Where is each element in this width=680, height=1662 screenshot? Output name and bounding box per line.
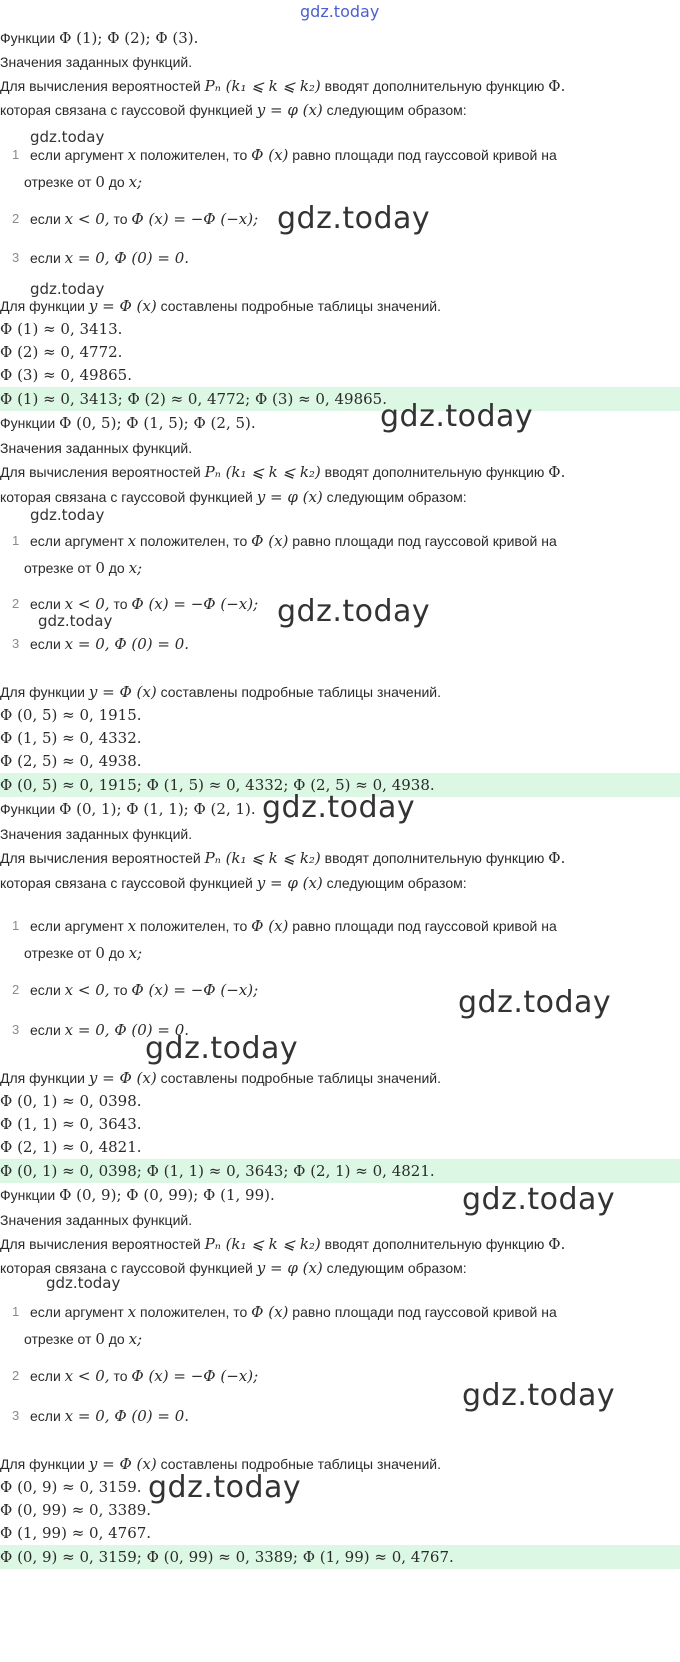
rule-1-line-1: если аргумент x положителен, то Φ (x) равно площади под гауссовой кривой на [30, 146, 557, 164]
rule-1-line-2: отрезке от 0 до x; [24, 1330, 143, 1348]
watermark-text: gdz.today [30, 280, 105, 298]
value-line: Φ (2, 1) ≈ 0, 4821. [0, 1138, 142, 1156]
top-watermark-link[interactable]: gdz.today [300, 2, 380, 21]
intro-line-1: Для вычисления вероятностей Pₙ (k₁ ⩽ k ⩽ k₂) вводят дополнительную функцию Φ. [0, 463, 566, 481]
watermark-text: gdz.today [262, 790, 416, 825]
watermark-text: gdz.today [145, 1031, 299, 1066]
watermark-text: gdz.today [380, 399, 534, 434]
answer-line: Φ (0, 1) ≈ 0, 0398; Φ (1, 1) ≈ 0, 3643; Φ (2, 1) ≈ 0, 4821. [0, 1162, 435, 1180]
value-line: Φ (0, 1) ≈ 0, 0398. [0, 1092, 142, 1110]
watermark-text: gdz.today [277, 201, 431, 236]
tables-line: Для функции y = Φ (x) составлены подробные таблицы значений. [0, 1455, 441, 1473]
value-line: Φ (1, 1) ≈ 0, 3643. [0, 1115, 142, 1133]
rule-2: если x < 0, то Φ (x) = −Φ (−x); [30, 1367, 259, 1385]
value-line: Φ (1, 99) ≈ 0, 4767. [0, 1524, 152, 1542]
list-number: 1 [12, 918, 20, 933]
tables-line: Для функции y = Φ (x) составлены подробные таблицы значений. [0, 683, 441, 701]
tables-line: Для функции y = Φ (x) составлены подробные таблицы значений. [0, 1069, 441, 1087]
section-header: Функции Φ (0, 9); Φ (0, 99); Φ (1, 99). [0, 1186, 275, 1204]
section-header: Функции Φ (0, 1); Φ (1, 1); Φ (2, 1). [0, 800, 256, 818]
values-label: Значения заданных функций. [0, 54, 193, 70]
intro-line-2: которая связана с гауссовой функцией y = φ (x) следующим образом: [0, 1259, 467, 1277]
intro-line-2: которая связана с гауссовой функцией y = φ (x) следующим образом: [0, 874, 467, 892]
watermark-text: gdz.today [462, 1378, 616, 1413]
rule-1-line-2: отрезке от 0 до x; [24, 559, 143, 577]
rule-3: если x = 0, Φ (0) = 0. [30, 1021, 190, 1039]
value-line: Φ (0, 5) ≈ 0, 1915. [0, 706, 142, 724]
rule-3: если x = 0, Φ (0) = 0. [30, 249, 190, 267]
list-number: 3 [12, 1408, 20, 1423]
value-line: Φ (1, 5) ≈ 0, 4332. [0, 729, 142, 747]
watermark-text: gdz.today [46, 1274, 121, 1292]
answer-line: Φ (0, 5) ≈ 0, 1915; Φ (1, 5) ≈ 0, 4332; Φ (2, 5) ≈ 0, 4938. [0, 776, 435, 794]
rule-3: если x = 0, Φ (0) = 0. [30, 635, 190, 653]
section-header: Функции Φ (1); Φ (2); Φ (3). [0, 29, 199, 47]
value-line: Φ (0, 9) ≈ 0, 3159. [0, 1478, 142, 1496]
value-line: Φ (3) ≈ 0, 49865. [0, 366, 132, 384]
rule-1-line-1: если аргумент x положителен, то Φ (x) равно площади под гауссовой кривой на [30, 1303, 557, 1321]
watermark-text: gdz.today [30, 506, 105, 524]
tables-line: Для функции y = Φ (x) составлены подробные таблицы значений. [0, 297, 441, 315]
answer-line: Φ (1) ≈ 0, 3413; Φ (2) ≈ 0, 4772; Φ (3) ≈ 0, 49865. [0, 390, 387, 408]
watermark-text: gdz.today [38, 612, 113, 630]
watermark-text: gdz.today [148, 1470, 302, 1505]
watermark-text: gdz.today [458, 985, 612, 1020]
value-line: Φ (2, 5) ≈ 0, 4938. [0, 752, 142, 770]
watermark-text: gdz.today [277, 594, 431, 629]
list-number: 2 [12, 596, 20, 611]
watermark-text: gdz.today [462, 1182, 616, 1217]
rule-2: если x < 0, то Φ (x) = −Φ (−x); [30, 981, 259, 999]
values-label: Значения заданных функций. [0, 440, 193, 456]
value-line: Φ (1) ≈ 0, 3413. [0, 320, 123, 338]
intro-line-1: Для вычисления вероятностей Pₙ (k₁ ⩽ k ⩽ k₂) вводят дополнительную функцию Φ. [0, 1235, 566, 1253]
list-number: 2 [12, 982, 20, 997]
rule-1-line-1: если аргумент x положителен, то Φ (x) равно площади под гауссовой кривой на [30, 532, 557, 550]
watermark-text: gdz.today [30, 128, 105, 146]
intro-line-1: Для вычисления вероятностей Pₙ (k₁ ⩽ k ⩽ k₂) вводят дополнительную функцию Φ. [0, 849, 566, 867]
list-number: 3 [12, 250, 20, 265]
rule-2: если x < 0, то Φ (x) = −Φ (−x); [30, 210, 259, 228]
intro-line-1: Для вычисления вероятностей Pₙ (k₁ ⩽ k ⩽ k₂) вводят дополнительную функцию Φ. [0, 77, 566, 95]
list-number: 1 [12, 147, 20, 162]
list-number: 2 [12, 1368, 20, 1383]
list-number: 3 [12, 636, 20, 651]
rule-1-line-1: если аргумент x положителен, то Φ (x) равно площади под гауссовой кривой на [30, 917, 557, 935]
values-label: Значения заданных функций. [0, 1212, 193, 1228]
intro-line-2: которая связана с гауссовой функцией y = φ (x) следующим образом: [0, 101, 467, 119]
list-number: 1 [12, 533, 20, 548]
list-number: 1 [12, 1304, 20, 1319]
rule-3: если x = 0, Φ (0) = 0. [30, 1407, 190, 1425]
value-line: Φ (2) ≈ 0, 4772. [0, 343, 123, 361]
list-number: 3 [12, 1022, 20, 1037]
rule-1-line-2: отрезке от 0 до x; [24, 944, 143, 962]
answer-line: Φ (0, 9) ≈ 0, 3159; Φ (0, 99) ≈ 0, 3389; Φ (1, 99) ≈ 0, 4767. [0, 1548, 454, 1566]
values-label: Значения заданных функций. [0, 826, 193, 842]
rule-2: если x < 0, то Φ (x) = −Φ (−x); [30, 595, 259, 613]
value-line: Φ (0, 99) ≈ 0, 3389. [0, 1501, 152, 1519]
list-number: 2 [12, 211, 20, 226]
section-header: Функции Φ (0, 5); Φ (1, 5); Φ (2, 5). [0, 414, 256, 432]
intro-line-2: которая связана с гауссовой функцией y = φ (x) следующим образом: [0, 488, 467, 506]
rule-1-line-2: отрезке от 0 до x; [24, 173, 143, 191]
